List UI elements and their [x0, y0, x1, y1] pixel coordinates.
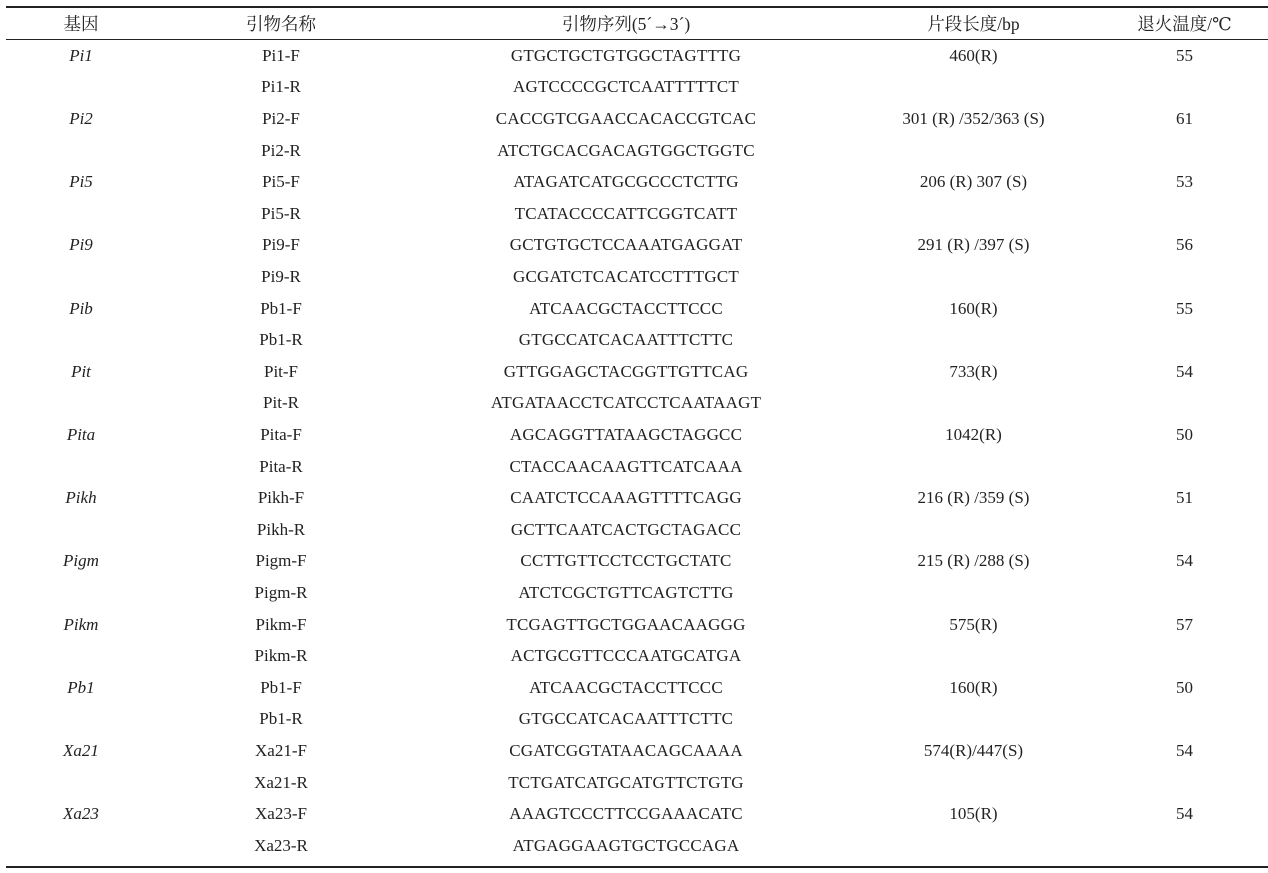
annealing-temp-cell: 55	[1176, 45, 1193, 65]
primer-name-cell: Pb1-R	[259, 709, 303, 729]
primer-sequence-cell: ATAGATCATGCGCCCTCTTG	[513, 172, 739, 192]
table-row	[6, 798, 1268, 830]
primer-name-cell: Pi9-F	[262, 235, 300, 255]
primer-sequence-cell: ATCTCGCTGTTCAGTCTTG	[518, 582, 734, 602]
primer-sequence-cell: CAATCTCCAAAGTTTTCAGG	[510, 488, 742, 508]
fragment-length-cell: 291 (R) /397 (S)	[917, 235, 1030, 255]
header-annealing-temp: 退火温度/℃	[1137, 13, 1232, 34]
table-row	[6, 230, 1268, 262]
annealing-temp-cell: 54	[1176, 361, 1193, 381]
primer-sequence-cell: ATCAACGCTACCTTCCC	[529, 677, 723, 697]
table-row	[6, 735, 1268, 767]
annealing-temp-cell: 51	[1176, 488, 1193, 508]
table-row	[6, 40, 1268, 72]
table-row	[6, 324, 1268, 356]
primer-name-cell: Pita-R	[259, 456, 303, 476]
table-row	[6, 640, 1268, 672]
gene-cell: Xa23	[63, 804, 99, 824]
table-row	[6, 198, 1268, 230]
primer-sequence-cell: AAAGTCCCTTCCGAAACATC	[509, 804, 743, 824]
header-gene: 基因	[63, 13, 99, 34]
table-row	[6, 609, 1268, 641]
header-fragment-length: 片段长度/bp	[927, 13, 1020, 34]
primer-name-cell: Pb1-R	[259, 330, 303, 350]
primer-name-cell: Pi2-R	[261, 140, 301, 160]
table-row	[6, 546, 1268, 578]
primer-name-cell: Pikm-F	[255, 614, 307, 634]
table-row	[6, 577, 1268, 609]
table-row	[6, 293, 1268, 325]
fragment-length-cell: 160(R)	[949, 677, 998, 697]
table-row	[6, 419, 1268, 451]
gene-cell: Pita	[66, 424, 96, 444]
annealing-temp-cell: 57	[1176, 614, 1193, 634]
primer-sequence-cell: ATCTGCACGACAGTGGCTGGTC	[497, 140, 755, 160]
fragment-length-cell: 1042(R)	[945, 424, 1002, 444]
primer-sequence-cell: ATGAGGAAGTGCTGCCAGA	[512, 835, 740, 855]
primer-sequence-cell: GCTTCAATCACTGCTAGACC	[510, 519, 742, 539]
gene-cell: Pigm	[63, 551, 99, 571]
fragment-length-cell: 301 (R) /352/363 (S)	[902, 108, 1045, 128]
fragment-length-cell: 216 (R) /359 (S)	[917, 488, 1030, 508]
primer-name-cell: Xa21-R	[254, 772, 308, 792]
primer-sequence-cell: AGCAGGTTATAAGCTAGGCC	[509, 424, 743, 444]
table-row	[6, 767, 1268, 799]
gene-cell: Pikm	[63, 614, 99, 634]
fragment-length-cell: 574(R)/447(S)	[923, 740, 1024, 760]
primer-name-cell: Xa23-F	[255, 804, 307, 824]
table-row	[6, 72, 1268, 104]
primer-sequence-cell: GTTGGAGCTACGGTTGTTCAG	[503, 361, 749, 381]
gene-cell: Pi5	[69, 172, 93, 192]
primer-sequence-cell: TCGAGTTGCTGGAACAAGGG	[506, 614, 746, 634]
primer-name-cell: Pikh-R	[256, 519, 306, 539]
annealing-temp-cell: 54	[1176, 804, 1193, 824]
primer-sequence-cell: CTACCAACAAGTTCATCAAA	[509, 456, 743, 476]
fragment-length-cell: 460(R)	[949, 45, 998, 65]
fragment-length-cell: 575(R)	[949, 614, 998, 634]
primer-name-cell: Pi1-F	[262, 45, 300, 65]
annealing-temp-cell: 56	[1176, 235, 1193, 255]
primer-name-cell: Pi1-R	[261, 77, 301, 97]
primer-sequence-cell: AGTCCCCGCTCAATTTTTCT	[513, 77, 739, 97]
table-row	[6, 166, 1268, 198]
primer-sequence-cell: ACTGCGTTCCCAATGCATGA	[510, 646, 742, 666]
primer-name-cell: Pigm-F	[255, 551, 307, 571]
primer-name-cell: Pit-F	[263, 361, 299, 381]
table-row	[6, 514, 1268, 546]
fragment-length-cell: 105(R)	[949, 804, 998, 824]
primer-name-cell: Pit-R	[263, 393, 299, 413]
annealing-temp-cell: 50	[1176, 677, 1193, 697]
primer-sequence-cell: GTGCTGCTGTGGCTAGTTTG	[510, 45, 742, 65]
table-row	[6, 704, 1268, 736]
gene-cell: Pi1	[69, 45, 93, 65]
gene-cell: Pit	[71, 361, 91, 381]
fragment-length-cell: 733(R)	[949, 361, 998, 381]
annealing-temp-cell: 54	[1176, 551, 1193, 571]
primer-name-cell: Pi5-F	[262, 172, 300, 192]
primer-name-cell: Pb1-F	[260, 677, 302, 697]
gene-cell: Xa21	[63, 740, 99, 760]
fragment-length-cell: 206 (R) 307 (S)	[919, 172, 1028, 192]
header-primer-sequence: 引物序列(5´→3´)	[561, 13, 691, 34]
table-row	[6, 388, 1268, 420]
primer-name-cell: Pita-F	[260, 424, 302, 444]
table-row	[6, 482, 1268, 514]
primer-sequence-cell: GTGCCATCACAATTTCTTC	[518, 709, 734, 729]
primer-sequence-cell: TCATACCCCATTCGGTCATT	[514, 203, 738, 223]
table-row	[6, 672, 1268, 704]
primer-name-cell: Pi5-R	[261, 203, 301, 223]
table-row	[6, 261, 1268, 293]
primer-name-cell: Pi9-R	[261, 266, 301, 286]
primer-sequence-cell: GTGCCATCACAATTTCTTC	[518, 330, 734, 350]
primer-name-cell: Pikh-F	[257, 488, 305, 508]
fragment-length-cell: 215 (R) /288 (S)	[917, 551, 1030, 571]
table-row	[6, 356, 1268, 388]
primer-sequence-cell: TCTGATCATGCATGTTCTGTG	[508, 772, 744, 792]
primer-sequence-cell: CACCGTCGAACCACACCGTCAC	[495, 108, 757, 128]
gene-cell: Pi2	[69, 108, 93, 128]
primer-sequence-cell: CGATCGGTATAACAGCAAAA	[509, 740, 743, 760]
primer-sequence-cell: GCGATCTCACATCCTTTGCT	[513, 266, 739, 286]
primer-name-cell: Pigm-R	[254, 582, 308, 602]
primer-name-cell: Pikm-R	[254, 646, 308, 666]
table-row	[6, 830, 1268, 862]
primer-sequence-cell: CCTTGTTCCTCCTGCTATC	[520, 551, 732, 571]
primer-name-cell: Pi2-F	[262, 108, 300, 128]
table-row	[6, 451, 1268, 483]
primer-name-cell: Xa21-F	[255, 740, 307, 760]
header-primer-name: 引物名称	[246, 13, 316, 34]
primer-table	[6, 0, 1268, 873]
table-header	[6, 7, 1268, 39]
gene-cell: Pb1	[67, 677, 95, 697]
fragment-length-cell: 160(R)	[949, 298, 998, 318]
gene-cell: Pi9	[69, 235, 93, 255]
table-row	[6, 135, 1268, 167]
primer-sequence-cell: ATGATAACCTCATCCTCAATAAGT	[490, 393, 762, 413]
annealing-temp-cell: 53	[1176, 172, 1193, 192]
bottom-rule	[6, 866, 1268, 868]
primer-sequence-cell: GCTGTGCTCCAAATGAGGAT	[509, 235, 743, 255]
primer-name-cell: Pb1-F	[260, 298, 302, 318]
primer-name-cell: Xa23-R	[254, 835, 308, 855]
annealing-temp-cell: 50	[1176, 424, 1193, 444]
annealing-temp-cell: 61	[1176, 108, 1193, 128]
annealing-temp-cell: 55	[1176, 298, 1193, 318]
primer-sequence-cell: ATCAACGCTACCTTCCC	[529, 298, 723, 318]
annealing-temp-cell: 54	[1176, 740, 1193, 760]
gene-cell: Pikh	[65, 488, 97, 508]
gene-cell: Pib	[69, 298, 93, 318]
table-row	[6, 103, 1268, 135]
